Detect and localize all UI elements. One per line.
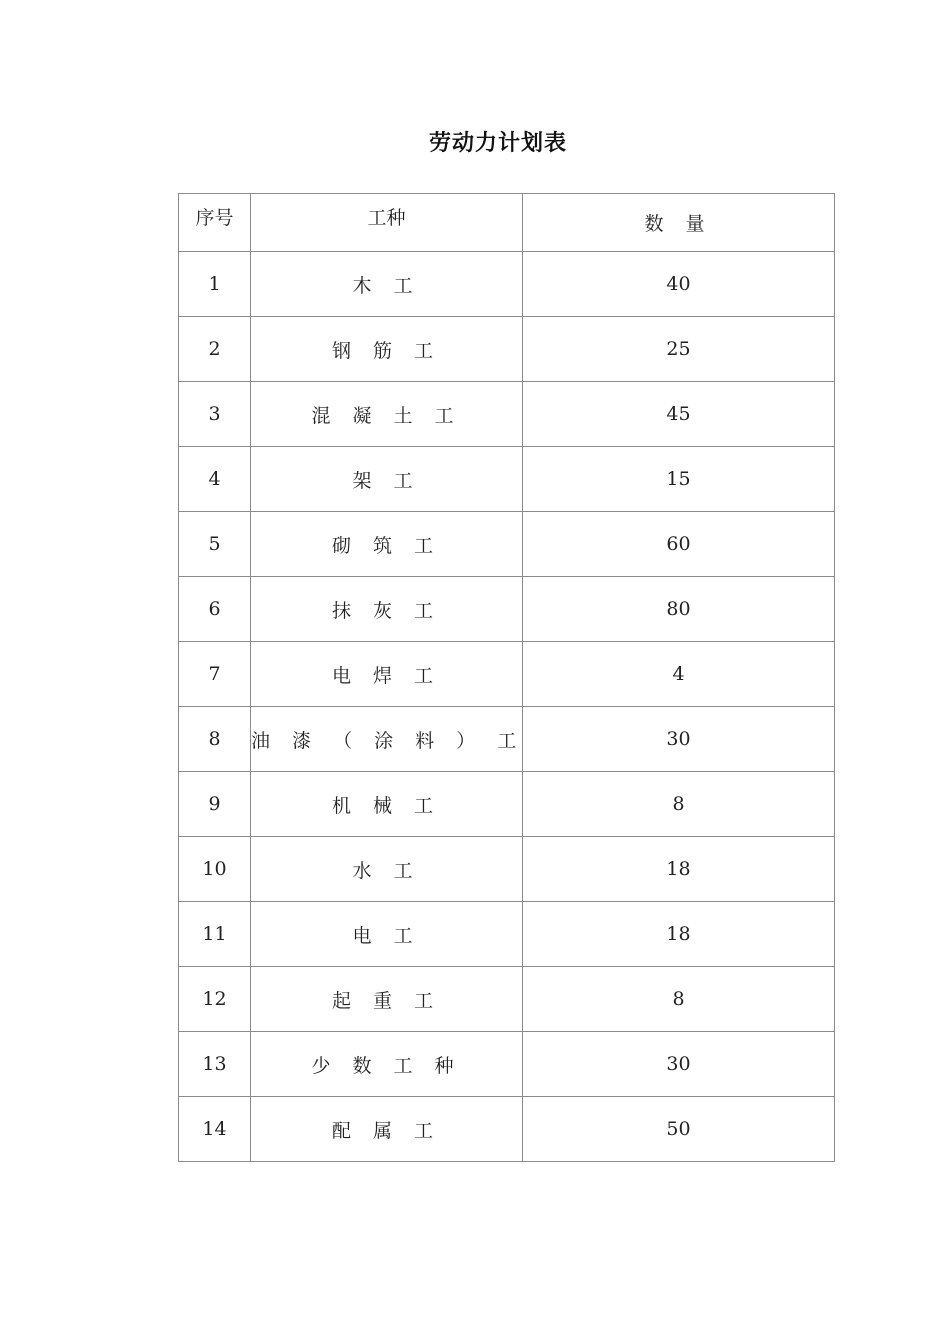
table-header-row xyxy=(179,194,835,252)
row-quantity-value: 15 xyxy=(666,468,691,490)
row-trade-cell xyxy=(251,447,523,512)
header-quantity xyxy=(523,194,835,252)
row-quantity-cell xyxy=(523,252,835,317)
row-no-cell: 5 xyxy=(179,512,251,577)
row-trade-label: 水 工 xyxy=(352,859,421,882)
row-trade-label: 混 凝 土 工 xyxy=(311,404,462,427)
row-no-cell: 7 xyxy=(179,642,251,707)
table-row xyxy=(179,252,835,317)
table-row xyxy=(179,967,835,1032)
row-quantity-value: 8 xyxy=(672,793,685,815)
table-row xyxy=(179,577,835,642)
row-trade-label: 砌 筑 工 xyxy=(331,534,442,557)
row-trade-label: 电 焊 工 xyxy=(331,664,442,687)
row-trade-label: 电 工 xyxy=(352,924,421,947)
row-trade-label: 抹 灰 工 xyxy=(331,599,442,622)
row-trade-cell xyxy=(251,837,523,902)
row-quantity-value: 45 xyxy=(666,403,691,425)
row-trade-label: 机 械 工 xyxy=(331,794,442,817)
row-quantity-cell xyxy=(523,1032,835,1097)
row-quantity-cell xyxy=(523,707,835,772)
row-trade-cell xyxy=(251,772,523,837)
row-no-cell: 1 xyxy=(179,252,251,317)
row-quantity-cell xyxy=(523,1097,835,1162)
labor-plan-table xyxy=(178,193,835,1162)
row-quantity-cell xyxy=(523,577,835,642)
row-trade-label: 油 漆 （ 涂 料 ） 工 xyxy=(251,729,525,752)
row-trade-cell xyxy=(251,642,523,707)
table-row xyxy=(179,317,835,382)
row-no-cell: 14 xyxy=(179,1097,251,1162)
row-no-cell: 8 xyxy=(179,707,251,772)
row-trade-cell xyxy=(251,577,523,642)
row-quantity-cell xyxy=(523,317,835,382)
row-trade-cell xyxy=(251,902,523,967)
row-quantity-value: 4 xyxy=(672,663,685,685)
table-row xyxy=(179,837,835,902)
row-trade-label: 少 数 工 种 xyxy=(311,1054,462,1077)
table-row xyxy=(179,772,835,837)
table-row xyxy=(179,512,835,577)
table-row xyxy=(179,447,835,512)
row-trade-cell xyxy=(251,252,523,317)
row-quantity-value: 40 xyxy=(666,273,691,295)
table-row xyxy=(179,382,835,447)
row-quantity-cell xyxy=(523,642,835,707)
row-quantity-cell xyxy=(523,902,835,967)
row-trade-label: 钢 筋 工 xyxy=(331,339,442,362)
row-quantity-value: 18 xyxy=(666,858,691,880)
table-row xyxy=(179,1097,835,1162)
row-quantity-value: 30 xyxy=(666,728,691,750)
row-no-cell: 6 xyxy=(179,577,251,642)
row-trade-cell xyxy=(251,512,523,577)
row-no-cell: 12 xyxy=(179,967,251,1032)
row-no-cell: 4 xyxy=(179,447,251,512)
row-trade-label: 配 属 工 xyxy=(331,1119,442,1142)
row-trade-label: 起 重 工 xyxy=(331,989,442,1012)
row-trade-cell xyxy=(251,382,523,447)
row-quantity-value: 30 xyxy=(666,1053,691,1075)
row-no-cell: 9 xyxy=(179,772,251,837)
row-quantity-cell xyxy=(523,447,835,512)
row-quantity-cell xyxy=(523,837,835,902)
row-trade-label: 架 工 xyxy=(352,469,421,492)
page-title: 劳动力计划表 xyxy=(428,131,567,156)
row-no-cell: 10 xyxy=(179,837,251,902)
table-row xyxy=(179,707,835,772)
header-no xyxy=(179,194,251,252)
row-quantity-value: 50 xyxy=(666,1118,691,1140)
row-quantity-value: 60 xyxy=(666,533,691,555)
row-trade-cell xyxy=(251,1097,523,1162)
row-quantity-cell xyxy=(523,512,835,577)
row-no-cell: 13 xyxy=(179,1032,251,1097)
row-trade-label: 木 工 xyxy=(352,274,421,297)
header-no-label: 序号 xyxy=(195,207,234,229)
table-row xyxy=(179,1032,835,1097)
row-trade-cell xyxy=(251,967,523,1032)
row-no-cell: 3 xyxy=(179,382,251,447)
header-trade xyxy=(251,194,523,252)
header-trade-label: 工种 xyxy=(367,207,406,229)
row-quantity-cell xyxy=(523,382,835,447)
row-quantity-value: 25 xyxy=(666,338,691,360)
row-trade-cell xyxy=(251,1032,523,1097)
row-trade-cell xyxy=(251,707,523,772)
row-trade-cell xyxy=(251,317,523,382)
row-quantity-value: 80 xyxy=(666,598,691,620)
row-quantity-value: 8 xyxy=(672,988,685,1010)
row-no-cell: 2 xyxy=(179,317,251,382)
header-quantity-label: 数 量 xyxy=(644,213,713,235)
row-no-cell: 11 xyxy=(179,902,251,967)
table-row xyxy=(179,642,835,707)
row-quantity-cell xyxy=(523,967,835,1032)
table-row xyxy=(179,902,835,967)
row-quantity-value: 18 xyxy=(666,923,691,945)
row-quantity-cell xyxy=(523,772,835,837)
